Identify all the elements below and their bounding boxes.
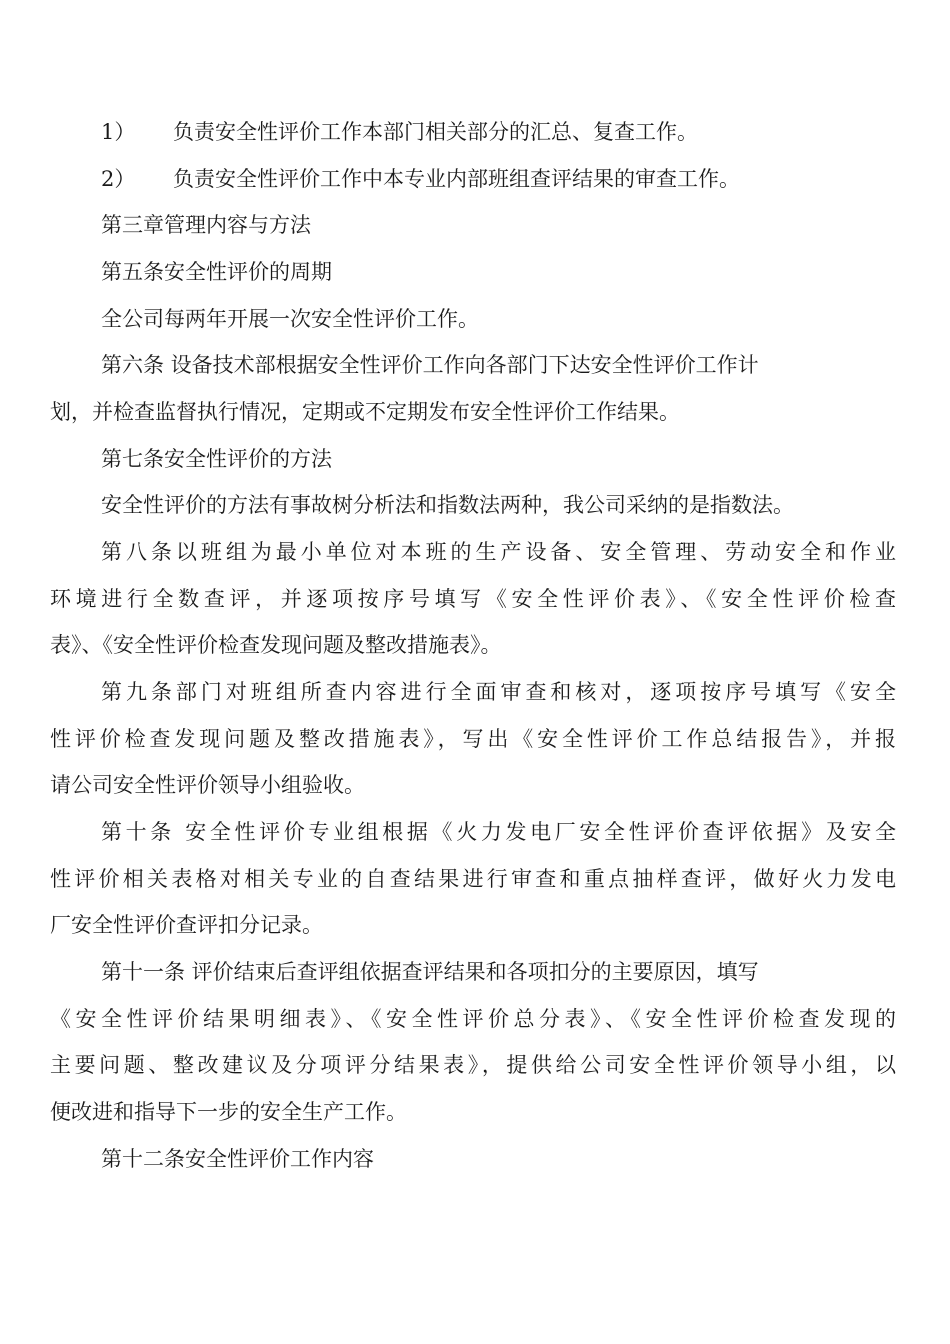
article-5-title: 第五条安全性评价的周期 xyxy=(101,260,332,284)
article-6-line-2: 划，并检查监督执行情况，定期或不定期发布安全性评价工作结果。 xyxy=(50,400,680,424)
article-8-line-1: 第八条以班组为最小单位对本班的生产设备、安全管理、劳动安全和作业 xyxy=(101,540,896,564)
list-item-number: 2） xyxy=(101,167,136,191)
article-10-line-1: 第十条 安全性评价专业组根据《火力发电厂安全性评价查评依据》及安全 xyxy=(101,820,896,844)
article-8-line-3: 表》、《安全性评价检查发现问题及整改措施表》。 xyxy=(50,633,502,657)
chapter-title: 第三章管理内容与方法 xyxy=(101,213,311,237)
article-10-line-3: 厂安全性评价查评扣分记录。 xyxy=(50,913,323,937)
article-6-line-1: 第六条 设备技术部根据安全性评价工作向各部门下达安全性评价工作计 xyxy=(101,353,759,377)
article-12-title: 第十二条安全性评价工作内容 xyxy=(101,1147,374,1171)
list-item-1 xyxy=(101,117,698,147)
article-7-title: 第七条安全性评价的方法 xyxy=(101,447,332,471)
list-item-number: 1） xyxy=(101,120,136,144)
article-11-line-3: 主要问题、整改建议及分项评分结果表》，提供给公司安全性评价领导小组，以 xyxy=(50,1053,896,1077)
article-10-line-2: 性评价相关表格对相关专业的自查结果进行审查和重点抽样查评，做好火力发电 xyxy=(50,867,896,891)
list-item-text: 负责安全性评价工作本部门相关部分的汇总、复查工作。 xyxy=(173,120,698,144)
article-8-line-2: 环境进行全数查评，并逐项按序号填写《安全性评价表》、《安全性评价检查 xyxy=(50,587,896,611)
article-11-line-4: 便改进和指导下一步的安全生产工作。 xyxy=(50,1100,407,1124)
article-11-line-2: 《安全性评价结果明细表》、《安全性评价总分表》、《安全性评价检查发现的 xyxy=(50,1007,896,1031)
article-7-body: 安全性评价的方法有事故树分析法和指数法两种，我公司采纳的是指数法。 xyxy=(101,493,794,517)
list-item-2 xyxy=(101,164,740,194)
article-11-line-1: 第十一条 评价结束后查评组依据查评结果和各项扣分的主要原因，填写 xyxy=(101,960,759,984)
article-5-body: 全公司每两年开展一次安全性评价工作。 xyxy=(101,307,479,331)
list-item-text: 负责安全性评价工作中本专业内部班组查评结果的审查工作。 xyxy=(173,167,740,191)
article-9-line-1: 第九条部门对班组所查内容进行全面审查和核对，逐项按序号填写《安全 xyxy=(101,680,896,704)
article-9-line-2: 性评价检查发现问题及整改措施表》，写出《安全性评价工作总结报告》，并报 xyxy=(50,727,896,751)
article-9-line-3: 请公司安全性评价领导小组验收。 xyxy=(50,773,365,797)
